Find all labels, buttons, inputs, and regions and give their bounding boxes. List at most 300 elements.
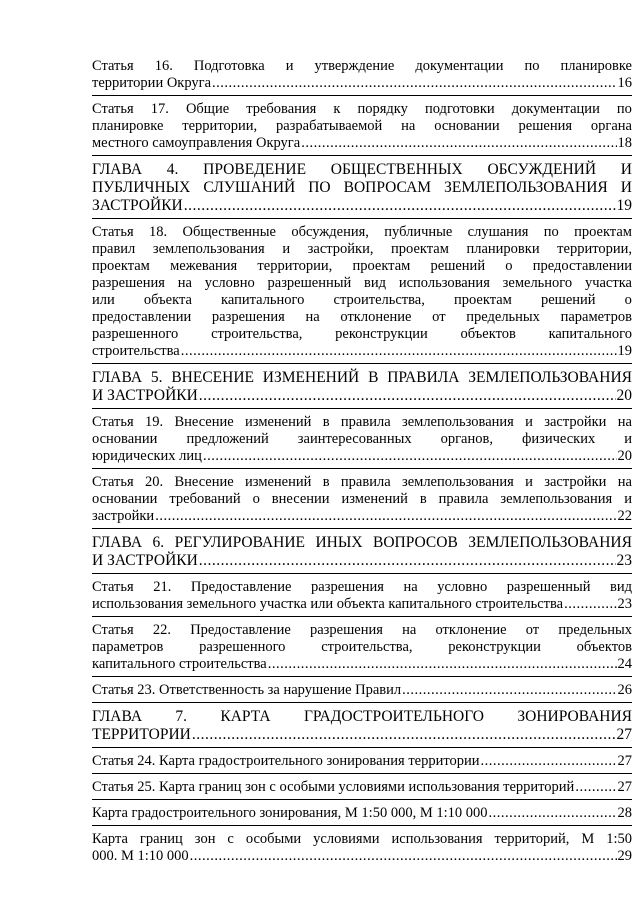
toc-word: использования bbox=[391, 831, 483, 847]
toc-word: на bbox=[617, 474, 632, 490]
entry-separator bbox=[92, 773, 632, 774]
toc-word: предоставлении bbox=[92, 309, 192, 325]
toc-entry-last-line bbox=[92, 197, 632, 215]
entry-separator bbox=[92, 676, 632, 677]
page-number: 27 bbox=[617, 779, 632, 795]
toc-word: Внесение bbox=[174, 474, 234, 490]
toc-word: застройки, bbox=[307, 241, 374, 257]
toc-word: ОБСУЖДЕНИЙ bbox=[487, 161, 597, 178]
toc-entry-text bbox=[92, 224, 632, 241]
toc-article-entry[interactable] bbox=[92, 682, 632, 699]
toc-word: требования bbox=[246, 101, 317, 117]
page-number: 18 bbox=[617, 135, 632, 151]
toc-entry-line bbox=[92, 224, 632, 241]
toc-word: разрешенный bbox=[267, 275, 352, 291]
toc-entry-last-line bbox=[92, 848, 632, 865]
toc-entry-text bbox=[92, 101, 632, 118]
toc-entry-text bbox=[92, 491, 632, 508]
toc-entry-text bbox=[92, 118, 632, 135]
toc-word: 17. bbox=[150, 101, 169, 117]
toc-chapter-entry[interactable] bbox=[92, 161, 632, 215]
toc-word: порядку bbox=[357, 101, 408, 117]
toc-entry-line bbox=[92, 309, 632, 326]
toc-word: Общественные bbox=[182, 224, 276, 240]
toc-word: предельных bbox=[558, 622, 632, 638]
toc-word: Статья bbox=[92, 414, 134, 430]
toc-entry-line bbox=[92, 431, 632, 448]
toc-word: о bbox=[505, 258, 513, 274]
toc-word: 1:50 bbox=[606, 831, 632, 847]
dot-leader bbox=[575, 779, 616, 796]
toc-entry-text: ТЕРРИТОРИИ bbox=[92, 726, 191, 743]
toc-word: межевания bbox=[170, 258, 238, 274]
dot-leader bbox=[192, 726, 616, 744]
toc-word: СЛУШАНИЙ bbox=[203, 179, 296, 196]
toc-entry-line bbox=[92, 534, 632, 552]
toc-entry-last-line bbox=[92, 682, 632, 699]
toc-entry-line bbox=[92, 179, 632, 197]
toc-word: основании bbox=[434, 118, 500, 134]
entry-separator bbox=[92, 218, 632, 219]
toc-entry-text bbox=[92, 275, 632, 292]
toc-word: основании bbox=[92, 431, 158, 447]
page-number: 19 bbox=[617, 343, 632, 359]
toc-word: условно bbox=[204, 275, 255, 291]
dot-leader bbox=[212, 75, 616, 92]
toc-word: 7. bbox=[175, 708, 188, 725]
toc-word: ГРАДОСТРОИТЕЛЬНОГО bbox=[303, 708, 485, 725]
page-number: 28 bbox=[617, 805, 632, 821]
toc-word: Предоставление bbox=[190, 579, 292, 595]
toc-entry-last-line bbox=[92, 753, 632, 770]
toc-word: с bbox=[227, 831, 234, 847]
toc-entry-text bbox=[92, 326, 632, 343]
toc-entry-line bbox=[92, 414, 632, 431]
toc-word: разрешенного bbox=[92, 326, 179, 342]
toc-entry-line bbox=[92, 708, 632, 726]
toc-word: вид bbox=[364, 275, 387, 291]
toc-word: на bbox=[402, 622, 417, 638]
toc-word: и bbox=[525, 414, 533, 430]
toc-word: на bbox=[403, 579, 418, 595]
toc-word: в bbox=[419, 491, 427, 507]
toc-word: Статья bbox=[92, 58, 134, 74]
toc-word: планировке bbox=[92, 118, 164, 134]
toc-word: ИЗМЕНЕНИЙ bbox=[262, 369, 360, 386]
toc-word: отклонение bbox=[435, 622, 507, 638]
toc-entry-line bbox=[92, 639, 632, 656]
entry-separator bbox=[92, 95, 632, 96]
toc-entry-text: территории Округа bbox=[92, 75, 212, 91]
entry-separator bbox=[92, 155, 632, 156]
toc-word: ГЛАВА bbox=[92, 708, 143, 725]
page-number: 29 bbox=[617, 848, 632, 864]
toc-entry-line bbox=[92, 241, 632, 258]
toc-word: 21. bbox=[153, 579, 172, 595]
toc-entry-last-line bbox=[92, 387, 632, 405]
toc-word: проектам bbox=[391, 241, 449, 257]
toc-word: правила bbox=[340, 474, 391, 490]
toc-word: физических bbox=[521, 431, 596, 447]
toc-entry-last-line bbox=[92, 726, 632, 744]
toc-entry-text: 000. М 1:10 000 bbox=[92, 848, 189, 864]
page-number: 23 bbox=[617, 596, 632, 612]
dot-leader bbox=[203, 448, 617, 465]
toc-word: ИНЫХ bbox=[315, 534, 363, 551]
toc-entry-last-line bbox=[92, 656, 632, 673]
toc-word: ПУБЛИЧНЫХ bbox=[92, 179, 191, 196]
toc-word: зон bbox=[194, 831, 216, 847]
toc-word: проектам bbox=[352, 258, 411, 274]
toc-word: 18. bbox=[149, 224, 168, 240]
toc-word: документации bbox=[511, 101, 600, 117]
toc-word: к bbox=[333, 101, 341, 117]
toc-entry-text: Карта градостроительного зонирования, М 1:50 000, М 1:10 000 bbox=[92, 805, 488, 821]
toc-entry-line bbox=[92, 118, 632, 135]
toc-entry-last-line bbox=[92, 135, 632, 152]
toc-entry-text bbox=[92, 369, 632, 387]
toc-word: в bbox=[322, 414, 330, 430]
toc-word: землепользования bbox=[152, 241, 265, 257]
toc-word: на bbox=[177, 275, 192, 291]
toc-entry-line bbox=[92, 292, 632, 309]
toc-entry-text bbox=[92, 831, 632, 848]
toc-word: органа bbox=[590, 118, 632, 134]
page-number: 20 bbox=[616, 387, 632, 404]
toc-word: внесении bbox=[271, 491, 330, 507]
toc-word: от bbox=[432, 309, 446, 325]
page-number: 22 bbox=[617, 508, 632, 524]
toc-word: территории, bbox=[257, 258, 333, 274]
toc-word: и bbox=[525, 474, 533, 490]
toc-word: И bbox=[620, 161, 632, 178]
toc-word: РЕГУЛИРОВАНИЕ bbox=[174, 534, 305, 551]
toc-word: ЗЕМЛЕПОЛЬЗОВАНИЯ bbox=[468, 534, 632, 551]
toc-word: требований bbox=[169, 491, 241, 507]
toc-word: ГЛАВА bbox=[92, 369, 143, 386]
entry-separator bbox=[92, 573, 632, 574]
toc-entry-text: Статья 25. Карта границ зон с особыми условиями использования территорий bbox=[92, 779, 575, 795]
dot-leader bbox=[481, 753, 617, 770]
toc-word: ПО bbox=[308, 179, 331, 196]
toc-word: объектов bbox=[460, 326, 516, 342]
toc-word: проектам bbox=[92, 258, 150, 274]
toc-entry-text bbox=[92, 58, 632, 75]
toc-word: капитального bbox=[221, 292, 305, 308]
toc-word: разрешения bbox=[92, 275, 165, 291]
toc-word: проектам bbox=[453, 292, 512, 308]
toc-word: границ bbox=[139, 831, 183, 847]
toc-word: предложений bbox=[186, 431, 269, 447]
toc-entry-line bbox=[92, 275, 632, 292]
dot-leader bbox=[402, 682, 616, 699]
toc-entry-last-line bbox=[92, 552, 632, 570]
table-of-contents bbox=[92, 58, 632, 865]
toc-word: параметров bbox=[560, 309, 632, 325]
toc-entry-text: капитального строительства bbox=[92, 656, 267, 672]
toc-word: от bbox=[525, 622, 540, 638]
toc-word: реконструкции bbox=[335, 326, 428, 342]
toc-entry-text bbox=[92, 534, 632, 552]
toc-entry-text: строительства bbox=[92, 343, 180, 359]
toc-chapter-entry[interactable] bbox=[92, 534, 632, 570]
toc-word: Статья bbox=[92, 622, 134, 638]
toc-word: застройки bbox=[544, 474, 607, 490]
toc-word: 20. bbox=[145, 474, 164, 490]
toc-word: ПРОВЕДЕНИЕ bbox=[203, 161, 307, 178]
toc-article-entry[interactable] bbox=[92, 579, 632, 613]
dot-leader bbox=[489, 805, 617, 822]
toc-entry-text bbox=[92, 474, 632, 491]
toc-word: 6. bbox=[152, 534, 165, 551]
toc-entry-text bbox=[92, 639, 632, 656]
toc-entry-line bbox=[92, 326, 632, 343]
toc-entry-line bbox=[92, 491, 632, 508]
toc-word: объектов bbox=[576, 639, 632, 655]
toc-word: утверждение bbox=[314, 58, 395, 74]
toc-word: КАРТА bbox=[220, 708, 271, 725]
toc-word: 19. bbox=[145, 414, 164, 430]
toc-word: по bbox=[524, 58, 540, 74]
toc-word: разрешения bbox=[211, 309, 285, 325]
toc-word: документации bbox=[415, 58, 504, 74]
toc-entry-line bbox=[92, 474, 632, 491]
toc-word: разрабатываемой bbox=[275, 118, 383, 134]
toc-word: на bbox=[305, 309, 320, 325]
toc-entry-line bbox=[92, 579, 632, 596]
entry-separator bbox=[92, 363, 632, 364]
toc-word: вид bbox=[610, 579, 632, 595]
toc-entry-last-line bbox=[92, 508, 632, 525]
toc-chapter-entry[interactable] bbox=[92, 708, 632, 744]
toc-article-entry[interactable] bbox=[92, 753, 632, 770]
toc-word: на bbox=[401, 118, 416, 134]
toc-word: ВОПРОСАМ bbox=[343, 179, 432, 196]
toc-word: Общие bbox=[185, 101, 230, 117]
page-number: 16 bbox=[617, 75, 632, 91]
toc-word: заинтересованных bbox=[297, 431, 412, 447]
entry-separator bbox=[92, 468, 632, 469]
toc-word: ПРАВИЛА bbox=[387, 369, 460, 386]
toc-word: и bbox=[624, 431, 632, 447]
toc-article-entry[interactable] bbox=[92, 779, 632, 796]
toc-word: или bbox=[92, 292, 115, 308]
toc-word: строительства, bbox=[333, 292, 425, 308]
entry-separator bbox=[92, 747, 632, 748]
toc-entry-line bbox=[92, 258, 632, 275]
toc-word: о bbox=[624, 292, 632, 308]
toc-word: решений bbox=[540, 292, 596, 308]
dot-leader bbox=[184, 197, 616, 215]
toc-word: разрешения bbox=[310, 622, 383, 638]
entry-separator bbox=[92, 616, 632, 617]
toc-word: территории, bbox=[182, 118, 258, 134]
toc-word: землепользования bbox=[401, 474, 514, 490]
dot-leader bbox=[190, 848, 617, 865]
entry-separator bbox=[92, 528, 632, 529]
toc-article-entry[interactable] bbox=[92, 224, 632, 360]
page-number: 27 bbox=[616, 726, 632, 743]
toc-article-entry[interactable] bbox=[92, 58, 632, 92]
toc-entry-text bbox=[92, 579, 632, 596]
toc-word: условно bbox=[437, 579, 488, 595]
dot-leader bbox=[155, 508, 616, 525]
toc-word: изменений bbox=[341, 491, 408, 507]
page-number: 19 bbox=[616, 197, 632, 214]
toc-entry-line bbox=[92, 58, 632, 75]
toc-article-entry[interactable] bbox=[92, 622, 632, 673]
toc-entry-last-line bbox=[92, 805, 632, 822]
toc-entry-text bbox=[92, 414, 632, 431]
toc-word: Статья bbox=[92, 579, 134, 595]
toc-word: строительства, bbox=[321, 639, 413, 655]
toc-word: ЗОНИРОВАНИЯ bbox=[517, 708, 632, 725]
toc-word: проектам bbox=[574, 224, 632, 240]
toc-word: решения bbox=[518, 118, 573, 134]
toc-entry-text bbox=[92, 309, 632, 326]
toc-word: основании bbox=[92, 491, 158, 507]
toc-word: землепользования bbox=[401, 414, 514, 430]
toc-word: ВНЕСЕНИЕ bbox=[171, 369, 254, 386]
toc-entry-last-line bbox=[92, 75, 632, 92]
toc-word: разрешения bbox=[311, 579, 384, 595]
toc-entry-text: местного самоуправления Округа bbox=[92, 135, 301, 151]
toc-entry-text: И ЗАСТРОЙКИ bbox=[92, 387, 198, 404]
toc-entry-last-line bbox=[92, 343, 632, 360]
toc-word: в bbox=[322, 474, 330, 490]
toc-word: ОБЩЕСТВЕННЫХ bbox=[330, 161, 463, 178]
toc-word: правил bbox=[92, 241, 136, 257]
toc-word: Карта bbox=[92, 831, 128, 847]
toc-word: 5. bbox=[150, 369, 163, 386]
toc-word: территорий, bbox=[494, 831, 570, 847]
toc-word: И bbox=[620, 179, 632, 196]
dot-leader bbox=[268, 656, 617, 673]
toc-entry-text bbox=[92, 161, 632, 179]
page-number: 23 bbox=[616, 552, 632, 569]
toc-word: слушания bbox=[467, 224, 529, 240]
toc-word: разрешенный bbox=[506, 579, 591, 595]
toc-word: изменений bbox=[245, 474, 312, 490]
toc-word: изменений bbox=[245, 414, 312, 430]
dot-leader bbox=[564, 596, 616, 613]
toc-entry-text: Статья 23. Ответственность за нарушение Правил bbox=[92, 682, 402, 698]
toc-word: реконструкции bbox=[448, 639, 541, 655]
toc-word: условиями bbox=[313, 831, 380, 847]
toc-entry-text bbox=[92, 179, 632, 197]
toc-word: органов, bbox=[440, 431, 493, 447]
toc-word: Предоставление bbox=[190, 622, 291, 638]
toc-word: территории, bbox=[557, 241, 632, 257]
toc-word: предоставлении bbox=[532, 258, 632, 274]
dot-leader bbox=[199, 387, 616, 405]
toc-word: ВОПРОСОВ bbox=[373, 534, 458, 551]
toc-article-entry[interactable] bbox=[92, 805, 632, 822]
toc-entry-text bbox=[92, 258, 632, 275]
toc-entry-last-line bbox=[92, 596, 632, 613]
toc-word: землепользования bbox=[500, 491, 613, 507]
toc-word: Статья bbox=[92, 224, 134, 240]
entry-separator bbox=[92, 825, 632, 826]
toc-entry-text: Статья 24. Карта градостроительного зонирования территории bbox=[92, 753, 480, 769]
toc-word: подготовки bbox=[424, 101, 495, 117]
toc-word: отклонение bbox=[340, 309, 412, 325]
toc-entry-line bbox=[92, 369, 632, 387]
toc-word: капитального bbox=[548, 326, 632, 342]
toc-word: разрешенного bbox=[199, 639, 286, 655]
page-number: 26 bbox=[617, 682, 632, 698]
toc-entry-text bbox=[92, 241, 632, 258]
toc-entry-text bbox=[92, 622, 632, 639]
toc-entry-text bbox=[92, 292, 632, 309]
toc-word: особыми bbox=[245, 831, 302, 847]
toc-word: и bbox=[282, 241, 291, 257]
toc-word: Статья bbox=[92, 101, 134, 117]
toc-word: Внесение bbox=[174, 414, 234, 430]
dot-leader bbox=[199, 552, 616, 570]
toc-chapter-entry[interactable] bbox=[92, 369, 632, 405]
toc-word: по bbox=[616, 101, 632, 117]
entry-separator bbox=[92, 408, 632, 409]
toc-word: строительства, bbox=[211, 326, 303, 342]
toc-word: решений bbox=[430, 258, 486, 274]
toc-word: 16. bbox=[154, 58, 173, 74]
toc-article-entry[interactable] bbox=[92, 474, 632, 525]
toc-entry-text bbox=[92, 708, 632, 726]
toc-entry-text: застройки bbox=[92, 508, 155, 524]
toc-word: правила bbox=[438, 491, 489, 507]
toc-entry-last-line bbox=[92, 448, 632, 465]
toc-article-entry[interactable] bbox=[92, 101, 632, 152]
entry-separator bbox=[92, 799, 632, 800]
toc-entry-text: юридических лиц bbox=[92, 448, 202, 464]
toc-word: Подготовка bbox=[193, 58, 265, 74]
toc-word: предельных bbox=[466, 309, 540, 325]
toc-word: ЗЕМЛЕПОЛЬЗОВАНИЯ bbox=[468, 369, 632, 386]
toc-entry-text bbox=[92, 431, 632, 448]
toc-word: В bbox=[368, 369, 379, 386]
dot-leader bbox=[301, 135, 616, 152]
toc-word: земельного bbox=[502, 275, 573, 291]
toc-word: публичные bbox=[384, 224, 453, 240]
toc-entry-text: И ЗАСТРОЙКИ bbox=[92, 552, 198, 569]
toc-word: М bbox=[581, 831, 595, 847]
toc-article-entry[interactable] bbox=[92, 414, 632, 465]
toc-word: на bbox=[617, 414, 632, 430]
toc-word: планировки bbox=[466, 241, 540, 257]
toc-word: объекта bbox=[143, 292, 192, 308]
toc-word: планировке bbox=[560, 58, 632, 74]
toc-word: правила bbox=[340, 414, 391, 430]
toc-entry-line bbox=[92, 101, 632, 118]
toc-word: и bbox=[285, 58, 294, 74]
toc-word: по bbox=[543, 224, 559, 240]
toc-word: ГЛАВА bbox=[92, 534, 143, 551]
toc-article-entry[interactable] bbox=[92, 831, 632, 865]
toc-word: о bbox=[252, 491, 260, 507]
toc-word: участка bbox=[584, 275, 632, 291]
toc-word: 4. bbox=[166, 161, 179, 178]
toc-entry-last-line bbox=[92, 779, 632, 796]
toc-word: ЗЕМЛЕПОЛЬЗОВАНИЯ bbox=[444, 179, 608, 196]
toc-entry-line bbox=[92, 622, 632, 639]
toc-word: застройки bbox=[544, 414, 607, 430]
toc-word: 22. bbox=[152, 622, 171, 638]
toc-entry-text: ЗАСТРОЙКИ bbox=[92, 197, 183, 214]
dot-leader bbox=[181, 343, 617, 360]
toc-entry-line bbox=[92, 831, 632, 848]
toc-word: обсуждения, bbox=[291, 224, 369, 240]
